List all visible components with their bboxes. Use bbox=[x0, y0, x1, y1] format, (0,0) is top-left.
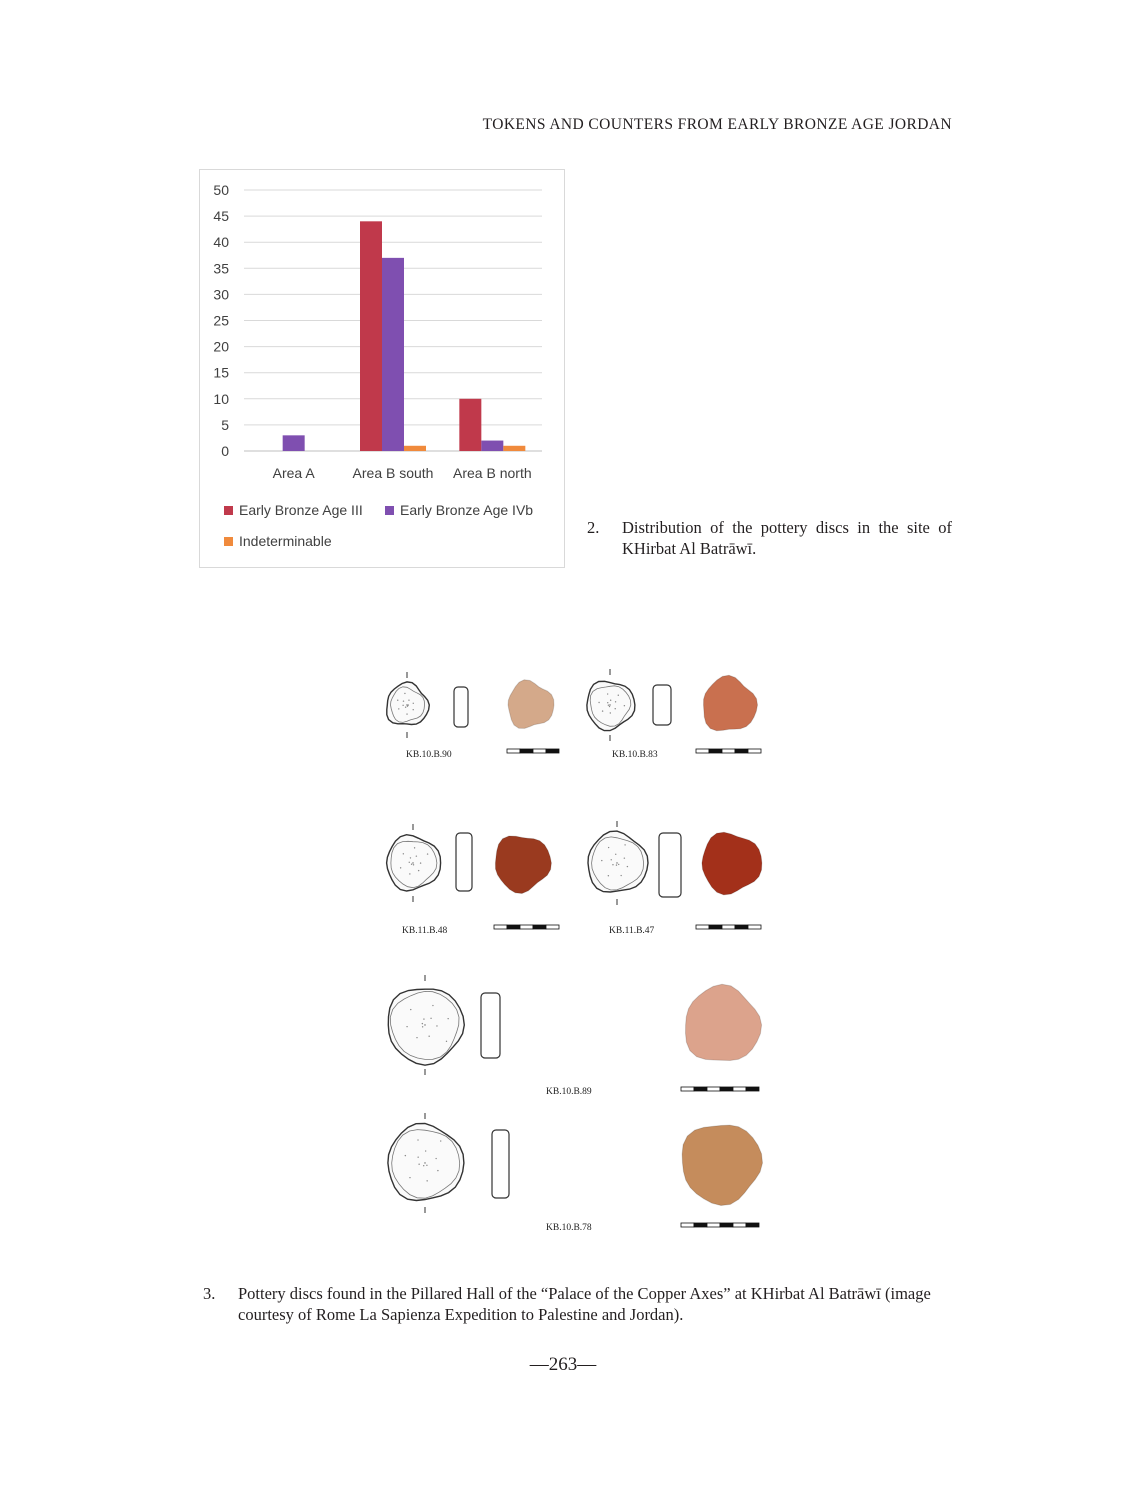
bar-early-bronze-age-ivb bbox=[382, 258, 404, 451]
legend-swatch bbox=[385, 506, 394, 515]
disc-label: KB.10.B.89 bbox=[546, 1087, 592, 1097]
pottery-discs-plate bbox=[380, 660, 780, 1240]
bar-indeterminable bbox=[503, 446, 525, 451]
disc-label: KB.10.B.90 bbox=[406, 750, 452, 760]
legend-swatch bbox=[224, 537, 233, 546]
y-tick-label: 15 bbox=[213, 364, 229, 381]
disc-section bbox=[456, 833, 472, 891]
figure-3-caption bbox=[203, 1283, 963, 1328]
disc-drawing bbox=[588, 821, 648, 905]
disc-photo bbox=[495, 836, 551, 894]
disc-section bbox=[454, 687, 468, 727]
x-category-label: Area B north bbox=[453, 465, 532, 481]
disc-section bbox=[659, 833, 681, 897]
chart-svg bbox=[200, 170, 564, 567]
legend-label: Early Bronze Age III bbox=[239, 502, 363, 518]
figure-2-caption bbox=[587, 517, 952, 562]
figure-2-number: 2. bbox=[587, 518, 600, 537]
bar-early-bronze-age-ivb bbox=[481, 441, 503, 451]
y-tick-label: 50 bbox=[213, 182, 229, 198]
y-tick-label: 35 bbox=[213, 260, 229, 277]
scale-bar bbox=[494, 925, 559, 929]
disc-label: KB.10.B.83 bbox=[612, 750, 658, 760]
disc-photo bbox=[508, 680, 554, 729]
disc-drawing bbox=[388, 1113, 464, 1213]
x-category-label: Area A bbox=[272, 465, 315, 481]
disc-label: KB.11.B.48 bbox=[402, 926, 448, 936]
y-tick-label: 40 bbox=[213, 234, 229, 251]
disc-label: KB.11.B.47 bbox=[609, 926, 655, 936]
scale-bar bbox=[696, 925, 761, 929]
bar-early-bronze-age-iii bbox=[459, 399, 481, 451]
y-tick-label: 45 bbox=[213, 208, 229, 225]
disc-photo bbox=[682, 1125, 762, 1205]
y-tick-label: 25 bbox=[213, 312, 229, 329]
bar-indeterminable bbox=[404, 446, 426, 451]
bar-early-bronze-age-iii bbox=[360, 221, 382, 451]
disc-drawing bbox=[388, 975, 464, 1075]
disc-drawing bbox=[387, 824, 441, 902]
scale-bar bbox=[681, 1087, 759, 1091]
legend-label: Early Bronze Age IVb bbox=[400, 502, 534, 518]
legend-swatch bbox=[224, 506, 233, 515]
disc-section bbox=[492, 1130, 509, 1198]
legend-label: Indeterminable bbox=[239, 533, 332, 549]
disc-section bbox=[653, 685, 671, 725]
disc-drawing bbox=[587, 669, 635, 741]
scale-bar bbox=[507, 749, 559, 753]
figure-2-text: Distribution of the pottery discs in the site of KHirbat Al Batrāwī. bbox=[622, 518, 952, 558]
disc-photo bbox=[686, 984, 762, 1060]
disc-drawing bbox=[387, 672, 430, 738]
scale-bar bbox=[681, 1223, 759, 1227]
disc-photo bbox=[702, 832, 762, 895]
bar-early-bronze-age-ivb bbox=[283, 435, 305, 451]
plate-svg bbox=[380, 660, 780, 1240]
y-tick-label: 30 bbox=[213, 286, 229, 303]
disc-section bbox=[481, 993, 500, 1058]
figure-3-text: Pottery discs found in the Pillared Hall of the “Palace of the Copper Axes” at KHirbat Al Batrāwī (image courtesy of Rome La Sapienza Expedition to Palestine and Jordan). bbox=[238, 1284, 931, 1324]
scale-bar bbox=[696, 749, 761, 753]
y-tick-label: 10 bbox=[213, 390, 229, 407]
distribution-chart bbox=[199, 169, 565, 568]
x-category-label: Area B south bbox=[352, 465, 434, 481]
y-tick-label: 5 bbox=[221, 416, 229, 433]
running-head: TOKENS AND COUNTERS FROM EARLY BRONZE AGE JORDAN bbox=[482, 116, 952, 133]
y-tick-label: 0 bbox=[221, 443, 229, 459]
figure-3-number: 3. bbox=[203, 1284, 216, 1303]
page-number: —263— bbox=[529, 1354, 597, 1375]
disc-photo bbox=[704, 675, 758, 730]
y-tick-label: 20 bbox=[213, 338, 229, 355]
disc-label: KB.10.B.78 bbox=[546, 1223, 592, 1233]
